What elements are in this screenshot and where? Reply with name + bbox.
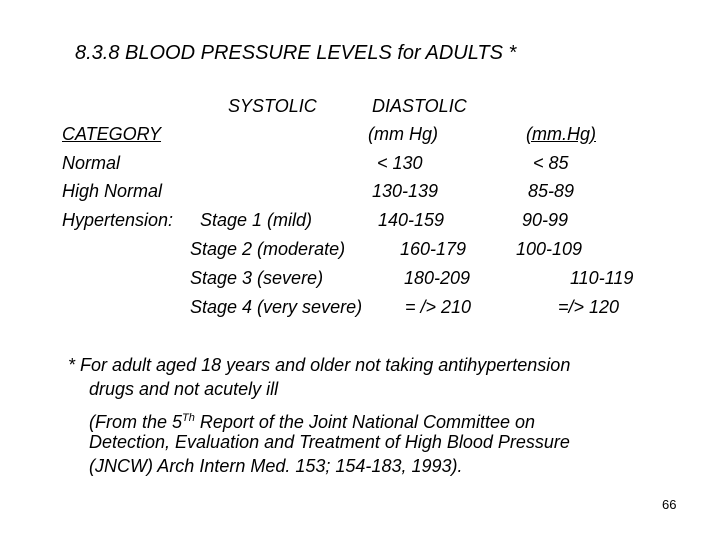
row-stage3-diastolic: 110-119 bbox=[570, 268, 634, 288]
row-stage4-label: Stage 4 (very severe) bbox=[190, 297, 363, 317]
systolic-header: SYSTOLIC bbox=[228, 96, 317, 116]
footnote-line-3-pre: (From the 5 bbox=[89, 412, 183, 432]
row-stage1-label: Stage 1 (mild) bbox=[200, 210, 313, 230]
footnote-line-1: * For adult aged 18 years and older not taking antihypertension bbox=[68, 355, 571, 375]
row-normal-diastolic: < 85 bbox=[533, 153, 569, 173]
systolic-unit: (mm Hg) bbox=[368, 124, 438, 144]
page-title: 8.3.8 BLOOD PRESSURE LEVELS for ADULTS * bbox=[75, 42, 517, 64]
row-stage3-systolic: 180-209 bbox=[404, 268, 471, 288]
row-stage3-label: Stage 3 (severe) bbox=[190, 268, 324, 288]
row-hypertension-category: Hypertension: bbox=[62, 210, 174, 230]
row-stage1-systolic: 140-159 bbox=[378, 210, 445, 230]
page-number: 66 bbox=[662, 497, 677, 512]
footnote-superscript: Th bbox=[182, 412, 195, 424]
footnote-line-5: (JNCW) Arch Intern Med. 153; 154-183, 1993). bbox=[89, 456, 463, 476]
footnote-line-2: drugs and not acutely ill bbox=[89, 379, 279, 399]
row-stage4-diastolic: =/> 120 bbox=[558, 297, 620, 317]
category-header-label: CATEGORY bbox=[62, 124, 162, 144]
row-normal-systolic: < 130 bbox=[377, 153, 423, 173]
footnote-line-3-post: Report of the Joint National Committee on bbox=[194, 412, 536, 432]
row-high-normal-systolic: 130-139 bbox=[372, 181, 439, 201]
diastolic-unit: (mm.Hg) bbox=[526, 124, 596, 144]
row-stage2-label: Stage 2 (moderate) bbox=[190, 239, 346, 259]
row-stage2-diastolic: 100-109 bbox=[516, 239, 583, 259]
row-high-normal-category: High Normal bbox=[62, 181, 163, 201]
row-high-normal-diastolic: 85-89 bbox=[528, 181, 575, 201]
footnote-line-4: Detection, Evaluation and Treatment of High Blood Pressure bbox=[89, 432, 570, 452]
row-stage4-systolic: = /> 210 bbox=[405, 297, 472, 317]
diastolic-header: DIASTOLIC bbox=[372, 96, 467, 116]
row-stage2-systolic: 160-179 bbox=[400, 239, 467, 259]
row-normal-category: Normal bbox=[62, 153, 121, 173]
row-stage1-diastolic: 90-99 bbox=[522, 210, 569, 230]
